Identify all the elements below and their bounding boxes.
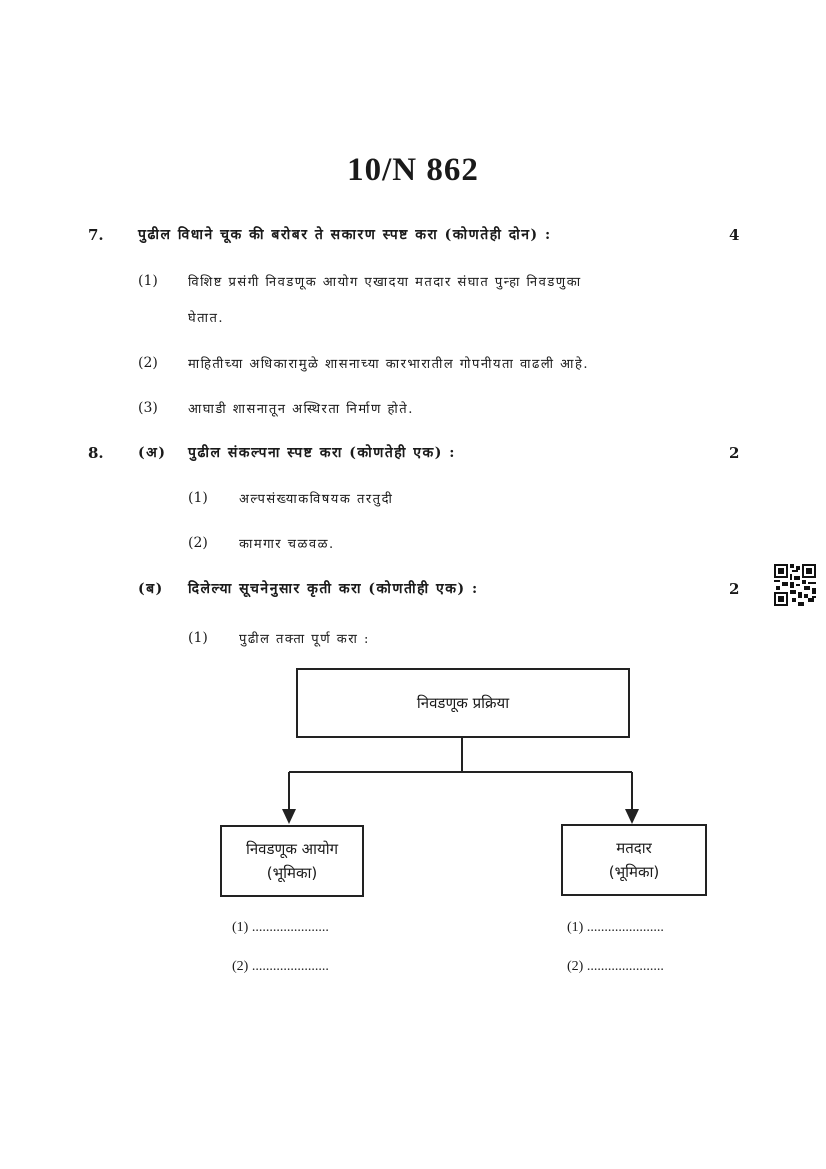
diagram-left-box	[220, 825, 364, 897]
diagram-left-title: निवडणूक आयोग	[245, 840, 339, 858]
q8a-label: (अ)	[138, 445, 167, 461]
q8a-item1-number: (1)	[188, 490, 208, 506]
q8a-item2-text: कामगार चळवळ.	[239, 537, 335, 552]
q8a-item1-text: अल्पसंख्याकविषयक तरतुदी	[239, 492, 394, 507]
q8a-item2-number: (2)	[188, 535, 208, 551]
diagram-right-box	[561, 824, 707, 896]
q8b-text: दिलेल्या सूचनेनुसार कृती करा (कोणतीही एक) :	[188, 581, 479, 597]
diagram-left-blank-1: (1) ......................	[232, 920, 329, 935]
q7-marks: 4	[729, 226, 740, 244]
diagram-right-subtitle: (भूमिका)	[608, 863, 660, 881]
diagram-left-blank-2: (2) ......................	[232, 959, 329, 974]
q8b-item1-number: (1)	[188, 630, 208, 646]
diagram-right-blank-1: (1) ......................	[567, 920, 664, 935]
diagram-root-label: निवडणूक प्रक्रिया	[416, 694, 510, 712]
q7-text: पुढील विधाने चूक की बरोबर ते सकारण स्पष्ट करा (कोणतेही दोन) :	[138, 227, 552, 243]
q7-item2-number: (2)	[138, 355, 158, 371]
q8b-label: (ब)	[138, 581, 164, 597]
q7-item1-number: (1)	[138, 273, 158, 289]
page-code: 10/N 862	[347, 152, 479, 188]
diagram-right-title: मतदार	[616, 839, 652, 857]
diagram-left-subtitle: (भूमिका)	[266, 864, 318, 882]
diagram-root-box	[296, 668, 630, 738]
q7-item2-text: माहितीच्या अधिकारामुळे शासनाच्या कारभारातील गोपनीयता वाढली आहे.	[188, 357, 589, 372]
q7-number: 7.	[88, 226, 104, 244]
q7-item3-number: (3)	[138, 400, 158, 416]
q8b-marks: 2	[729, 580, 740, 598]
q7-item1-text-continued: घेतात.	[188, 311, 225, 326]
q8a-marks: 2	[729, 444, 740, 462]
q8a-text: पुढील संकल्पना स्पष्ट करा (कोणतेही एक) :	[188, 445, 456, 461]
q8b-item1-text: पुढील तक्ता पूर्ण करा :	[239, 632, 370, 647]
q8-number: 8.	[88, 444, 104, 462]
q7-item3-text: आघाडी शासनातून अस्थिरता निर्माण होते.	[188, 402, 414, 417]
q7-item1-text: विशिष्ट प्रसंगी निवडणूक आयोग एखादया मतदार संघात पुन्हा निवडणुका	[188, 275, 582, 290]
diagram-right-blank-2: (2) ......................	[567, 959, 664, 974]
